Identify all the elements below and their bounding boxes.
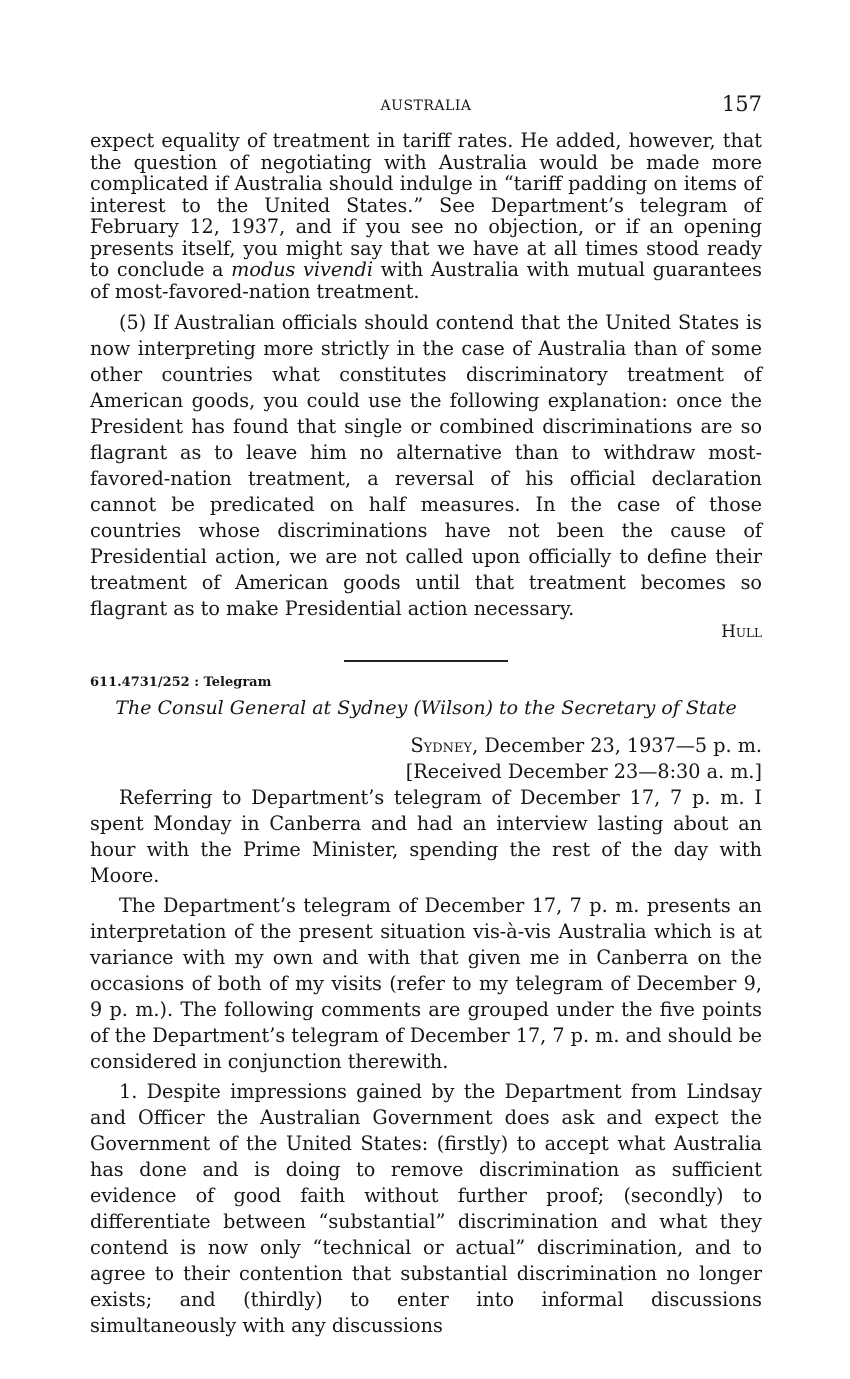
continuation-paragraph [90, 130, 762, 302]
document-page [90, 92, 762, 1339]
continuation-text-2: with Australia with mutual guarantees of most-favored-nation treatment. [90, 258, 762, 303]
point-5-paragraph: (5) If Australian officials should contend that the United States is now interpreting more strictly in the case of Australia than of some other countries what constitutes discriminatory treatment of American goods, you could use the following explanation: once the President has found that single or combined discriminations are so flagrant as to leave him no alternative than to withdraw most-favored-nation treatment, a reversal of his official declaration cannot be predicated on half measures. In the case of those countries whose discriminations have not been the cause of Presidential action, we are not called upon officially to define their treatment of American goods until that treatment becomes so flagrant as to make Presidential action necessary. [90, 311, 762, 620]
document-title: The Consul General at Sydney (Wilson) to the Secretary of State [115, 697, 737, 719]
running-head: AUSTRALIA [380, 98, 472, 114]
body-paragraph-2: The Department’s telegram of December 17, 7 p. m. presents an interpretation of the present situation vis-à-vis Australia which is at variance with my own and with that given me in Canberra on the occasions of both of my visits (refer to my telegram of December 9, 9 p. m.). The following comments are grouped under the five points of the Department’s telegram of December 17, 7 p. m. and should be considered in conjunction therewith. [90, 894, 762, 1073]
continuation-block [90, 130, 762, 302]
dateline-place: Sydney [410, 734, 473, 757]
dateline-date: , December 23, 1937—5 p. m. [472, 734, 762, 757]
dateline [90, 733, 762, 785]
section-divider [344, 660, 508, 662]
dateline-received: [Received December 23—8:30 a. m.] [405, 760, 762, 783]
page-number: 157 [721, 92, 762, 116]
continuation-text-1: expect equality of treatment in tariff rates. He added, however, that the question of negotiating with Australia would be made more complicated if Australia should indulge in “tariff padding on items of interest to the United States.” See Department’s telegram of February 12, 1937, and if you see no objection, or if an opening presents itself, you might say that we have at all times stood ready to conclude a [90, 129, 762, 281]
body-paragraph-1: Referring to Department’s telegram of December 17, 7 p. m. I spent Monday in Canberra and had an interview lasting about an hour with the Prime Minister, spending the rest of the day with Moore. [90, 786, 762, 887]
page-header [90, 92, 762, 124]
italic-phrase: modus vivendi [231, 258, 373, 281]
signature: Hull [721, 622, 762, 642]
file-reference: 611.4731/252 : Telegram [90, 675, 272, 690]
body-paragraph-3: 1. Despite impressions gained by the Department from Lindsay and Officer the Australian Government does ask and expect the Government of the United States: (firstly) to accept what Australia has done and is doing to remove discrimination as sufficient evidence of good faith without further proof; (secondly) to differentiate between “substantial” discrimination and what they contend is now only “technical or actual” discrimination, and to agree to their contention that substantial discrimination no longer exists; and (thirdly) to enter into informal discussions simultaneously with any discussions [90, 1080, 762, 1337]
dateline-sent [90, 733, 762, 759]
